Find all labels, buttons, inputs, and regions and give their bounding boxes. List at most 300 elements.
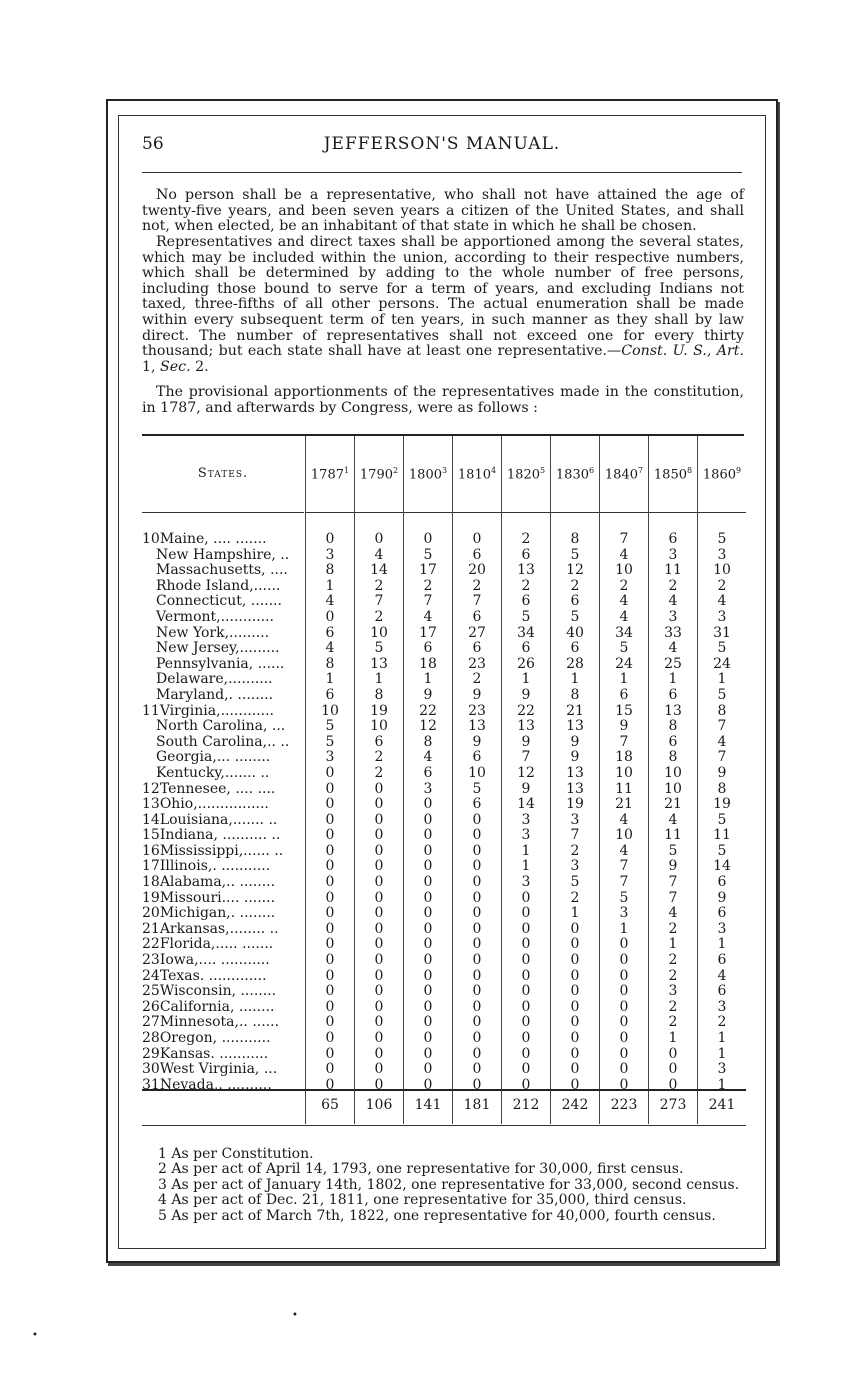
cell-1787: 0: [325, 889, 335, 906]
cell-1830: 0: [570, 1045, 580, 1062]
table-row: [142, 828, 746, 844]
cell-1840: 5: [619, 640, 629, 657]
footnote-marker: 7: [638, 466, 644, 475]
cell-1860: 5: [717, 686, 727, 703]
state-name: 28Oregon, ...........: [142, 1031, 271, 1046]
state-name: 22Florida,..... .......: [142, 937, 274, 953]
cell-1860: 3: [717, 608, 727, 625]
cell-1810: 0: [472, 1030, 482, 1046]
cell-1810: 23: [468, 702, 486, 719]
year-label: 1787: [310, 467, 344, 483]
cell-1850: 6: [668, 531, 678, 547]
cell-1820: 12: [517, 764, 535, 781]
cell-1820: 34: [517, 624, 535, 641]
cell-1840: 0: [619, 1030, 629, 1046]
table-row: [142, 563, 746, 579]
cell-1787: 6: [325, 624, 335, 641]
cell-1810: 6: [472, 546, 482, 563]
cell-1850: 1: [668, 936, 678, 953]
cell-1820: 22: [517, 702, 535, 719]
cell-1860: 5: [717, 842, 727, 859]
cell-1820: 1: [521, 858, 531, 875]
cell-1820: 0: [521, 889, 531, 906]
year-header-1830: [555, 466, 595, 482]
cell-1840: 4: [619, 546, 629, 563]
table-row: [142, 969, 746, 985]
cell-1840: 3: [619, 905, 629, 922]
cell-1850: 6: [668, 686, 678, 703]
cell-1800: 0: [423, 796, 433, 813]
cell-1790: 7: [374, 593, 384, 610]
cell-1810: 0: [472, 1014, 482, 1031]
year-label: 1790: [359, 467, 393, 483]
cell-1790: 0: [374, 905, 384, 922]
cell-1820: 0: [521, 952, 531, 969]
cell-1820: 0: [521, 998, 531, 1015]
cell-1850: 4: [668, 905, 678, 922]
cell-1860: 1: [717, 1076, 727, 1093]
cell-1820: 0: [521, 1076, 531, 1093]
cell-1850: 6: [668, 733, 678, 750]
citation-art-num: 1,: [142, 358, 161, 375]
cell-1820: 0: [521, 920, 531, 937]
cell-1790: 0: [374, 1030, 384, 1046]
cell-1860: 4: [717, 967, 727, 984]
state-name: 14Louisiana,....... ..: [142, 812, 278, 828]
cell-1830: 13: [566, 764, 584, 781]
table-row: [142, 937, 746, 953]
cell-1787: 0: [325, 780, 335, 797]
cell-1850: 0: [668, 1045, 678, 1062]
cell-1810: 0: [472, 967, 482, 984]
cell-1860: 5: [717, 531, 727, 547]
cell-1840: 7: [619, 733, 629, 750]
cell-1800: 0: [423, 827, 433, 844]
cell-1820: 0: [521, 1014, 531, 1031]
total-1830: 242: [561, 1097, 589, 1113]
cell-1790: 0: [374, 827, 384, 844]
cell-1840: 7: [619, 874, 629, 891]
cell-1820: 9: [521, 780, 531, 797]
cell-1790: 0: [374, 920, 384, 937]
cell-1820: 0: [521, 983, 531, 1000]
cell-1787: 0: [325, 811, 335, 828]
year-label: 1850: [653, 467, 687, 483]
table-row: [142, 532, 746, 548]
cell-1860: 19: [713, 796, 731, 813]
cell-1810: 9: [472, 686, 482, 703]
state-name: 25Wisconsin, ........: [142, 984, 277, 1000]
cell-1830: 0: [570, 1076, 580, 1093]
footnote-2: 2 As per act of April 14, 1793, one representative for 30,000, first census.: [158, 1161, 684, 1178]
state-name: 10Maine, .... .......: [142, 532, 267, 547]
cell-1800: 4: [423, 608, 433, 625]
state-name: New York,.........: [156, 625, 270, 641]
cell-1810: 0: [472, 998, 482, 1015]
footnote-marker: 9: [736, 466, 742, 475]
cell-1790: 0: [374, 796, 384, 813]
total-1810: 181: [463, 1097, 491, 1113]
state-name: Delaware,..........: [156, 672, 273, 688]
cell-1787: 0: [325, 1061, 335, 1078]
cell-1830: 21: [566, 702, 584, 719]
table-row: [142, 579, 746, 595]
cell-1840: 4: [619, 593, 629, 610]
cell-1850: 33: [664, 624, 682, 641]
cell-1787: 0: [325, 998, 335, 1015]
table-row: [142, 906, 746, 922]
year-header-1810: [457, 466, 497, 482]
table-row: [142, 875, 746, 891]
state-name: 17Illinois,. ...........: [142, 859, 271, 875]
header-rule: [142, 172, 742, 173]
cell-1840: 0: [619, 1076, 629, 1093]
state-name: 21Arkansas,........ ..: [142, 921, 279, 937]
cell-1787: 0: [325, 1030, 335, 1046]
cell-1840: 0: [619, 936, 629, 953]
cell-1850: 11: [664, 562, 682, 579]
cell-1787: 0: [325, 874, 335, 891]
cell-1850: 21: [664, 796, 682, 813]
footnote-5: 5 As per act of March 7th, 1822, one representative for 40,000, fourth census.: [158, 1207, 716, 1224]
cell-1790: 0: [374, 998, 384, 1015]
footnote-marker: 5: [540, 466, 546, 475]
paragraph-qualifications: [142, 188, 744, 235]
cell-1810: 6: [472, 796, 482, 813]
cell-1860: 8: [717, 702, 727, 719]
cell-1810: 0: [472, 889, 482, 906]
cell-1820: 14: [517, 796, 535, 813]
cell-1800: 17: [419, 624, 437, 641]
cell-1800: 0: [423, 905, 433, 922]
paragraph-text: No person shall be a representative, who shall not have attained the age of twenty-five years, and been seven years a citizen of the United States, and shall not, when elected, be an inhabitant of that state in which he shall be chosen.: [142, 187, 744, 235]
states-column-header: States.: [197, 466, 249, 481]
cell-1800: 0: [423, 858, 433, 875]
cell-1800: 17: [419, 562, 437, 579]
cell-1810: 0: [472, 952, 482, 969]
running-title: JEFFERSON'S MANUAL.: [323, 134, 561, 154]
cell-1860: 3: [717, 920, 727, 937]
cell-1850: 11: [664, 827, 682, 844]
table-row: [142, 766, 746, 782]
cell-1860: 11: [713, 827, 731, 844]
cell-1820: 0: [521, 1030, 531, 1046]
cell-1840: 7: [619, 858, 629, 875]
cell-1800: 9: [423, 686, 433, 703]
cell-1840: 10: [615, 562, 633, 579]
cell-1820: 5: [521, 608, 531, 625]
cell-1800: 7: [423, 593, 433, 610]
cell-1850: 10: [664, 764, 682, 781]
state-name: Maryland,. ........: [156, 687, 274, 703]
total-1820: 212: [512, 1097, 540, 1113]
cell-1790: 0: [374, 874, 384, 891]
cell-1790: 8: [374, 686, 384, 703]
cell-1820: 26: [517, 655, 535, 672]
cell-1850: 1: [668, 671, 678, 688]
footnote-marker: 6: [589, 466, 595, 475]
total-1800: 141: [414, 1097, 442, 1113]
cell-1787: 3: [325, 749, 335, 766]
cell-1840: 0: [619, 983, 629, 1000]
table-header-rule-states: [142, 512, 304, 513]
cell-1790: 0: [374, 967, 384, 984]
table-top-rule: [142, 434, 744, 436]
cell-1830: 13: [566, 780, 584, 797]
cell-1830: 12: [566, 562, 584, 579]
paragraph-provisional: [142, 385, 744, 416]
cell-1800: 4: [423, 749, 433, 766]
page-number: 56: [142, 134, 164, 154]
state-name: Vermont,............: [156, 609, 275, 625]
cell-1850: 10: [664, 780, 682, 797]
cell-1810: 6: [472, 749, 482, 766]
cell-1860: 2: [717, 1014, 727, 1031]
total-1787: 65: [321, 1097, 339, 1113]
cell-1830: 3: [570, 811, 580, 828]
table-row: [142, 984, 746, 1000]
cell-1860: 24: [713, 655, 731, 672]
cell-1820: 3: [521, 874, 531, 891]
total-1840: 223: [610, 1097, 638, 1113]
table-row: [142, 953, 746, 969]
table-row: [142, 922, 746, 938]
year-header-1787: [310, 466, 350, 482]
cell-1787: 0: [325, 858, 335, 875]
cell-1840: 11: [615, 780, 633, 797]
year-label: 1800: [408, 467, 442, 483]
cell-1810: 23: [468, 655, 486, 672]
table-row: [142, 859, 746, 875]
cell-1830: 0: [570, 967, 580, 984]
table-row: [142, 610, 746, 626]
cell-1820: 0: [521, 1045, 531, 1062]
cell-1860: 1: [717, 671, 727, 688]
table-row: [142, 594, 746, 610]
cell-1800: 0: [423, 889, 433, 906]
table-row: [142, 704, 746, 720]
state-name: 12Tennesee, .... ....: [142, 781, 276, 797]
citation-sec-num: 2.: [190, 358, 209, 375]
cell-1820: 2: [521, 531, 531, 547]
state-name: Kentucky,....... ..: [156, 765, 270, 781]
cell-1860: 3: [717, 998, 727, 1015]
cell-1787: 0: [325, 1014, 335, 1031]
cell-1850: 25: [664, 655, 682, 672]
cell-1800: 0: [423, 967, 433, 984]
paragraph-text: Representatives and direct taxes shall be apportioned among the several states, which may be included within the union, according to their respective numbers, which shall be determined by adding to the whole number of free persons, including those bound to serve for a term of years, and excluding Indians not taxed, three-fifths of all other persons. The actual enumeration shall be made within every subsequent term of ten years, in such manner as they shall by law direct. The number of representatives shall not exceed one for every thirty thousand; but each state shall have at least one representative.—: [142, 234, 744, 360]
cell-1810: 0: [472, 842, 482, 859]
cell-1810: 13: [468, 718, 486, 735]
cell-1790: 13: [370, 655, 388, 672]
year-label: 1820: [506, 467, 540, 483]
cell-1790: 0: [374, 1014, 384, 1031]
footnotes: [158, 1147, 758, 1224]
cell-1787: 0: [325, 1045, 335, 1062]
cell-1840: 24: [615, 655, 633, 672]
cell-1850: 2: [668, 967, 678, 984]
table-row: [142, 657, 746, 673]
cell-1800: 3: [423, 780, 433, 797]
page-header: [142, 134, 742, 158]
cell-1860: 3: [717, 1061, 727, 1078]
cell-1810: 2: [472, 671, 482, 688]
cell-1787: 3: [325, 546, 335, 563]
table-row: [142, 844, 746, 860]
cell-1810: 0: [472, 1076, 482, 1093]
ink-speck: •: [32, 1330, 38, 1341]
cell-1787: 0: [325, 608, 335, 625]
table-row: [142, 797, 746, 813]
table-row: [142, 782, 746, 798]
cell-1840: 34: [615, 624, 633, 641]
table-bottom-rule: [142, 1125, 746, 1126]
cell-1840: 9: [619, 718, 629, 735]
cell-1790: 0: [374, 952, 384, 969]
state-name: North Carolina, ...: [156, 719, 286, 735]
cell-1790: 4: [374, 546, 384, 563]
cell-1850: 2: [668, 998, 678, 1015]
cell-1820: 6: [521, 640, 531, 657]
cell-1790: 10: [370, 718, 388, 735]
cell-1830: 2: [570, 842, 580, 859]
cell-1830: 0: [570, 952, 580, 969]
cell-1830: 1: [570, 671, 580, 688]
cell-1830: 2: [570, 889, 580, 906]
cell-1840: 4: [619, 608, 629, 625]
table-row: [142, 672, 746, 688]
cell-1790: 0: [374, 1045, 384, 1062]
cell-1850: 4: [668, 593, 678, 610]
cell-1810: 27: [468, 624, 486, 641]
cell-1830: 0: [570, 1061, 580, 1078]
year-header-1840: [604, 466, 644, 482]
cell-1790: 0: [374, 811, 384, 828]
cell-1790: 6: [374, 733, 384, 750]
cell-1860: 9: [717, 889, 727, 906]
cell-1810: 0: [472, 874, 482, 891]
totals-row: [142, 1097, 746, 1115]
cell-1850: 9: [668, 858, 678, 875]
cell-1787: 0: [325, 920, 335, 937]
cell-1830: 3: [570, 858, 580, 875]
cell-1800: 5: [423, 546, 433, 563]
cell-1840: 2: [619, 577, 629, 594]
cell-1810: 0: [472, 905, 482, 922]
cell-1787: 0: [325, 827, 335, 844]
table-row: [142, 626, 746, 642]
cell-1860: 1: [717, 1030, 727, 1046]
table-row: [142, 641, 746, 657]
cell-1790: 1: [374, 671, 384, 688]
cell-1820: 0: [521, 905, 531, 922]
cell-1860: 1: [717, 936, 727, 953]
table-row: [142, 1015, 746, 1031]
cell-1850: 0: [668, 1061, 678, 1078]
cell-1850: 7: [668, 889, 678, 906]
cell-1800: 18: [419, 655, 437, 672]
cell-1820: 0: [521, 967, 531, 984]
cell-1800: 0: [423, 1061, 433, 1078]
cell-1800: 0: [423, 1014, 433, 1031]
cell-1810: 0: [472, 531, 482, 547]
cell-1790: 0: [374, 1061, 384, 1078]
cell-1830: 1: [570, 905, 580, 922]
cell-1850: 2: [668, 1014, 678, 1031]
cell-1820: 13: [517, 562, 535, 579]
cell-1850: 13: [664, 702, 682, 719]
cell-1830: 5: [570, 874, 580, 891]
cell-1800: 0: [423, 1076, 433, 1093]
cell-1800: 0: [423, 1045, 433, 1062]
cell-1840: 4: [619, 842, 629, 859]
table-row: [142, 688, 746, 704]
cell-1840: 10: [615, 827, 633, 844]
cell-1810: 0: [472, 936, 482, 953]
cell-1840: 0: [619, 952, 629, 969]
year-label: 1840: [604, 467, 638, 483]
cell-1787: 6: [325, 686, 335, 703]
cell-1850: 2: [668, 577, 678, 594]
state-name: 11Virginia,............: [142, 703, 274, 719]
cell-1850: 8: [668, 749, 678, 766]
table-row: [142, 1000, 746, 1016]
cell-1830: 2: [570, 577, 580, 594]
cell-1810: 10: [468, 764, 486, 781]
cell-1860: 6: [717, 952, 727, 969]
table-row: [142, 548, 746, 564]
cell-1820: 1: [521, 842, 531, 859]
footnote-marker: 8: [687, 466, 693, 475]
cell-1840: 6: [619, 686, 629, 703]
cell-1840: 18: [615, 749, 633, 766]
state-name: 24Texas. .............: [142, 968, 267, 984]
year-label: 1810: [457, 467, 491, 483]
cell-1830: 5: [570, 546, 580, 563]
cell-1800: 12: [419, 718, 437, 735]
cell-1860: 3: [717, 546, 727, 563]
cell-1787: 0: [325, 842, 335, 859]
footnote-4: 4 As per act of Dec. 21, 1811, one representative for 35,000, third census.: [158, 1192, 687, 1209]
footnote-marker: 3: [442, 466, 448, 475]
cell-1860: 31: [713, 624, 731, 641]
cell-1787: 0: [325, 531, 335, 547]
state-name: 16Mississippi,...... ..: [142, 843, 284, 859]
cell-1787: 1: [325, 671, 335, 688]
cell-1800: 0: [423, 842, 433, 859]
cell-1860: 8: [717, 780, 727, 797]
cell-1860: 6: [717, 905, 727, 922]
cell-1840: 15: [615, 702, 633, 719]
cell-1790: 2: [374, 749, 384, 766]
cell-1787: 5: [325, 733, 335, 750]
cell-1860: 10: [713, 562, 731, 579]
state-name: New Jersey,.........: [156, 641, 280, 657]
cell-1790: 14: [370, 562, 388, 579]
cell-1840: 21: [615, 796, 633, 813]
paragraph-text: The provisional apportionments of the representatives made in the constitution, in 1787, and afterwards by Congress, were as follows :: [142, 384, 744, 416]
cell-1800: 8: [423, 733, 433, 750]
cell-1810: 6: [472, 640, 482, 657]
cell-1830: 0: [570, 920, 580, 937]
paragraph-apportionment: [142, 235, 744, 375]
cell-1850: 5: [668, 842, 678, 859]
cell-1840: 0: [619, 1014, 629, 1031]
cell-1850: 4: [668, 811, 678, 828]
state-name: 20Michigan,. ........: [142, 906, 276, 922]
state-name: Georgia,... ........: [156, 750, 271, 766]
cell-1860: 4: [717, 733, 727, 750]
